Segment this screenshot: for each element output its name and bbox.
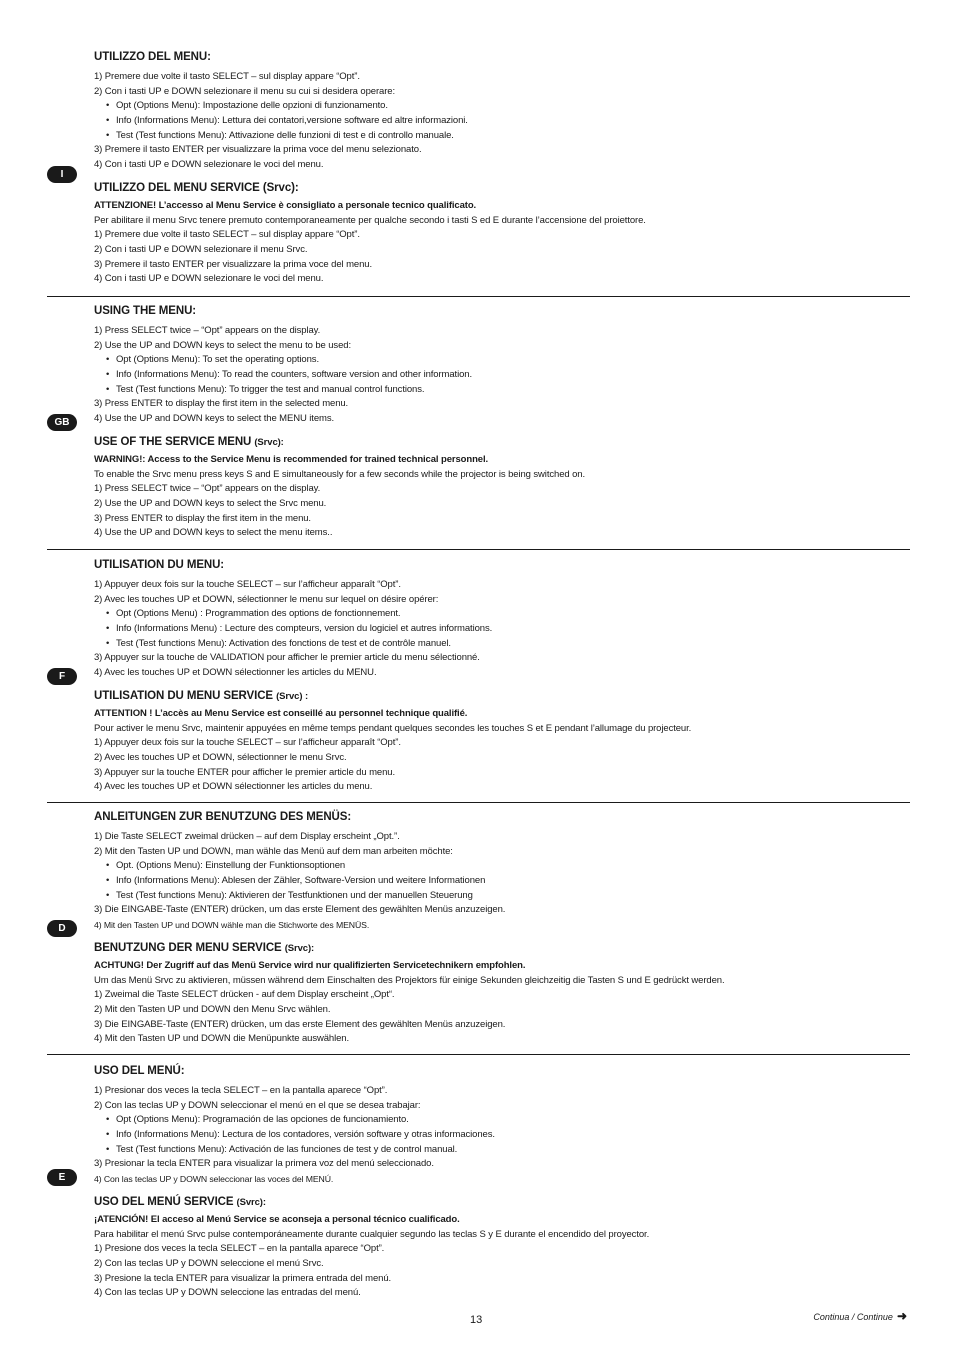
step-line: 1) Premere due volte il tasto SELECT – sul display appare “Opt”.: [94, 71, 360, 82]
bullet-line: • Info (Informations Menu): Ablesen der Zähler, Software-Version und weitere Informationen: [94, 874, 904, 889]
warning-line: ACHTUNG! Der Zugriff auf das Menü Service wird nur qualifizierten Servicetechnikern empfohlen.: [94, 959, 526, 971]
bullet-line: • Opt (Options Menu) : Programmation des options de fonctionnement.: [94, 607, 904, 622]
step-line: 1) Premere due volte il tasto SELECT – sul display appare “Opt”.: [94, 229, 360, 241]
warning-line: ¡ATENCIÓN! El acceso al Menú Service se aconseja a personal técnico cualificado.: [94, 1213, 460, 1225]
section-heading: USO DEL MENÚ:: [94, 1065, 185, 1077]
service-heading: [94, 435, 904, 449]
continue-note: [813, 1309, 907, 1323]
section-heading: UTILISATION DU MENU:: [94, 559, 225, 571]
step-line: 3) Press ENTER to display the first item in the selected menu.: [94, 398, 349, 410]
section-heading: ANLEITUNGEN ZUR BENUTZUNG DES MENÜS:: [94, 811, 352, 823]
section-divider: [47, 549, 910, 550]
step-line: 3) Appuyer sur la touche ENTER pour afficher le premier article du menu.: [94, 766, 395, 778]
bullet-line: • Opt (Options Menu): Programación de las opciones de funcionamiento.: [94, 1113, 904, 1128]
step-line: 3) Premere il tasto ENTER per visualizzare la prima voce del menu selezionato.: [94, 144, 422, 156]
step-line: 4) Use the UP and DOWN keys to select the menu items..: [94, 527, 333, 539]
step-line: 3) Presione la tecla ENTER para visualizar la primera entrada del menú.: [94, 1272, 392, 1284]
bullet-line: • Test (Test functions Menu): Aktivieren der Testfunktionen und der manuellen Steuerung: [94, 889, 904, 904]
step-line: 1) Presionar dos veces la tecla SELECT – en la pantalla aparece “Opt”.: [94, 1085, 388, 1096]
section-divider: [47, 296, 910, 297]
step-line: 4) Mit den Tasten UP und DOWN die Menüpunkte auswählen.: [94, 1033, 350, 1045]
bullet-line: • Test (Test functions Menu): Attivazione delle funzioni di test e di controllo manuale.: [94, 129, 904, 144]
step-line: 2) Con i tasti UP e DOWN selezionare il menu su cui si desidera operare:: [94, 85, 395, 97]
step-line: 3) Presionar la tecla ENTER para visualizar la primera voz del menú seleccionado.: [94, 1158, 434, 1170]
service-heading: [94, 181, 904, 195]
step-line: 1) Presione dos veces la tecla SELECT – en la pantalla aparece “Opt”.: [94, 1243, 385, 1255]
language-badge: D: [47, 920, 77, 937]
section-divider: [47, 1054, 910, 1055]
service-heading-suffix: (Srvc) :: [276, 690, 309, 702]
service-heading-suffix: (Srvc):: [284, 942, 315, 954]
step-line: 3) Die EINGABE-Taste (ENTER) drücken, um das erste Element des gewählten Menüs anzuzeigen.: [94, 1018, 506, 1030]
step-line: 4) Mit den Tasten UP und DOWN wähle man die Stichworte des MENÜS.: [94, 920, 370, 931]
service-heading: [94, 941, 904, 955]
section-content: [94, 810, 904, 1047]
continue-label: Continua / Continue: [813, 1312, 893, 1322]
step-line: 3) Premere il tasto ENTER per visualizzare la prima voce del menu.: [94, 258, 372, 270]
step-line: 2) Mit den Tasten UP und DOWN, man wähle das Menü auf dem man arbeiten möchte:: [94, 845, 453, 857]
bullet-line: • Info (Informations Menu): To read the counters, software version and other information.: [94, 368, 904, 383]
page-number: 13: [470, 1314, 483, 1326]
step-line: 3) Appuyer sur la touche de VALIDATION pour afficher le premier article du menu sélectionné.: [94, 652, 480, 664]
section-heading: USING THE MENU:: [94, 305, 197, 317]
step-line: 4) Use the UP and DOWN keys to select the MENU items.: [94, 413, 335, 425]
step-line: 1) Zweimal die Taste SELECT drücken - auf dem Display erscheint „Opt“.: [94, 989, 395, 1001]
bullet-line: • Test (Test functions Menu): To trigger the test and manual control functions.: [94, 383, 904, 398]
step-line: 3) Die EINGABE-Taste (ENTER) drücken, um das erste Element des gewählten Menüs anzuzeigen.: [94, 904, 506, 916]
service-heading-text: USE OF THE SERVICE MENU: [94, 435, 252, 448]
arrow-right-icon: ➜: [896, 1309, 907, 1323]
service-heading-suffix: (Srvc):: [254, 436, 284, 448]
service-heading-text: UTILISATION DU MENU SERVICE: [94, 689, 273, 702]
step-line: 2) Avec les touches UP et DOWN, sélectionner le menu sur lequel on désire opérer:: [94, 593, 439, 605]
bullet-line: • Info (Informations Menu) : Lecture des compteurs, version du logiciel et autres informations.: [94, 622, 904, 637]
service-heading-text: USO DEL MENÚ SERVICE: [94, 1195, 234, 1208]
bullet-line: • Opt (Options Menu): Impostazione delle opzioni di funzionamento.: [94, 99, 904, 114]
step-line: 4) Con i tasti UP e DOWN selezionare le voci del menu.: [94, 273, 324, 285]
step-line: 4) Con las teclas UP y DOWN seleccione las entradas del menú.: [94, 1287, 361, 1299]
step-line: 1) Appuyer deux fois sur la touche SELECT – sur l’afficheur apparaît “Opt”.: [94, 579, 401, 590]
step-line: 2) Avec les touches UP et DOWN, sélectionner le menu Srvc.: [94, 751, 347, 763]
bullet-line: • Test (Test functions Menu): Activation des fonctions de test et de contrôle manuel.: [94, 637, 904, 652]
instruction-line: To enable the Srvc menu press keys S and E simultaneously for a few seconds while the projector is being switched on.: [94, 468, 586, 480]
section-heading: UTILIZZO DEL MENU:: [94, 51, 211, 63]
step-line: 2) Con las teclas UP y DOWN seleccionar el menú en el que se desea trabajar:: [94, 1099, 421, 1111]
step-line: 4) Con las teclas UP y DOWN seleccionar las voces del MENÚ.: [94, 1174, 334, 1185]
service-heading-suffix: (Svrc):: [236, 1196, 266, 1208]
step-line: 2) Use the UP and DOWN keys to select the menu to be used:: [94, 339, 351, 351]
bullet-line: • Opt (Options Menu): To set the operating options.: [94, 353, 904, 368]
step-line: 4) Avec les touches UP et DOWN sélectionner les articles du menu.: [94, 781, 373, 793]
section-content: [94, 50, 904, 287]
section-content: [94, 1064, 904, 1301]
step-line: 2) Mit den Tasten UP und DOWN den Menu Srvc wählen.: [94, 1003, 331, 1015]
instruction-line: Um das Menü Srvc zu aktivieren, müssen während dem Einschalten des Projektors für einige Sekunden gleichzeitig die Tasten S und E gedrückt werden.: [94, 974, 725, 986]
instruction-line: Para habilitar el menú Srvc pulse contemporáneamente durante cualquier segundo las teclas S y E durante el encendido del proyector.: [94, 1228, 650, 1240]
bullet-line: • Info (Informations Menu): Lettura dei contatori,versione software ed altre informazioni.: [94, 114, 904, 129]
section-divider: [47, 802, 910, 803]
step-line: 1) Appuyer deux fois sur la touche SELECT – sur l’afficheur apparaît “Opt”.: [94, 737, 401, 749]
step-line: 2) Con i tasti UP e DOWN selezionare il menu Srvc.: [94, 243, 308, 255]
step-line: 1) Press SELECT twice – “Opt” appears on the display.: [94, 483, 321, 495]
warning-line: WARNING!: Access to the Service Menu is recommended for trained technical personnel.: [94, 453, 489, 465]
step-line: 3) Press ENTER to display the first item in the menu.: [94, 512, 311, 524]
language-badge: GB: [47, 414, 77, 431]
section-content: [94, 304, 904, 541]
step-line: 1) Die Taste SELECT zweimal drücken – auf dem Display erscheint „Opt.”.: [94, 831, 400, 842]
instruction-line: Per abilitare il menu Srvc tenere premuto contemporaneamente per qualche secondo i tasti S ed E durante l’accensione del proiettore.: [94, 214, 646, 226]
language-badge: I: [47, 166, 77, 183]
language-badge: F: [47, 668, 77, 685]
step-line: 2) Con las teclas UP y DOWN seleccione el menú Srvc.: [94, 1257, 324, 1269]
warning-line: ATTENZIONE! L’accesso al Menu Service è consigliato a personale tecnico qualificato.: [94, 199, 477, 211]
step-line: 4) Con i tasti UP e DOWN selezionare le voci del menu.: [94, 159, 324, 171]
service-heading: [94, 1195, 904, 1209]
step-line: 1) Press SELECT twice – “Opt” appears on the display.: [94, 325, 321, 336]
step-line: 2) Use the UP and DOWN keys to select the Srvc menu.: [94, 497, 327, 509]
language-badge: E: [47, 1169, 77, 1186]
service-heading-text: BENUTZUNG DER MENU SERVICE: [94, 941, 282, 954]
instruction-line: Pour activer le menu Srvc, maintenir appuyées en même temps pendant quelques secondes les touches S et E pendant l’allumage du projecteur.: [94, 722, 692, 734]
bullet-line: • Info (Informations Menu): Lectura de los contadores, versión software y otras informaciones.: [94, 1128, 904, 1143]
service-heading: [94, 689, 904, 703]
service-heading-text: UTILIZZO DEL MENU SERVICE (Srvc):: [94, 181, 299, 194]
bullet-line: • Opt. (Options Menu): Einstellung der Funktionsoptionen: [94, 859, 904, 874]
warning-line: ATTENTION ! L’accès au Menu Service est conseillé au personnel technique qualifié.: [94, 707, 468, 719]
step-line: 4) Avec les touches UP et DOWN sélectionner les articles du MENU.: [94, 667, 377, 679]
bullet-line: • Test (Test functions Menu): Activación de las funciones de test y de control manual.: [94, 1143, 904, 1158]
section-content: [94, 558, 904, 795]
